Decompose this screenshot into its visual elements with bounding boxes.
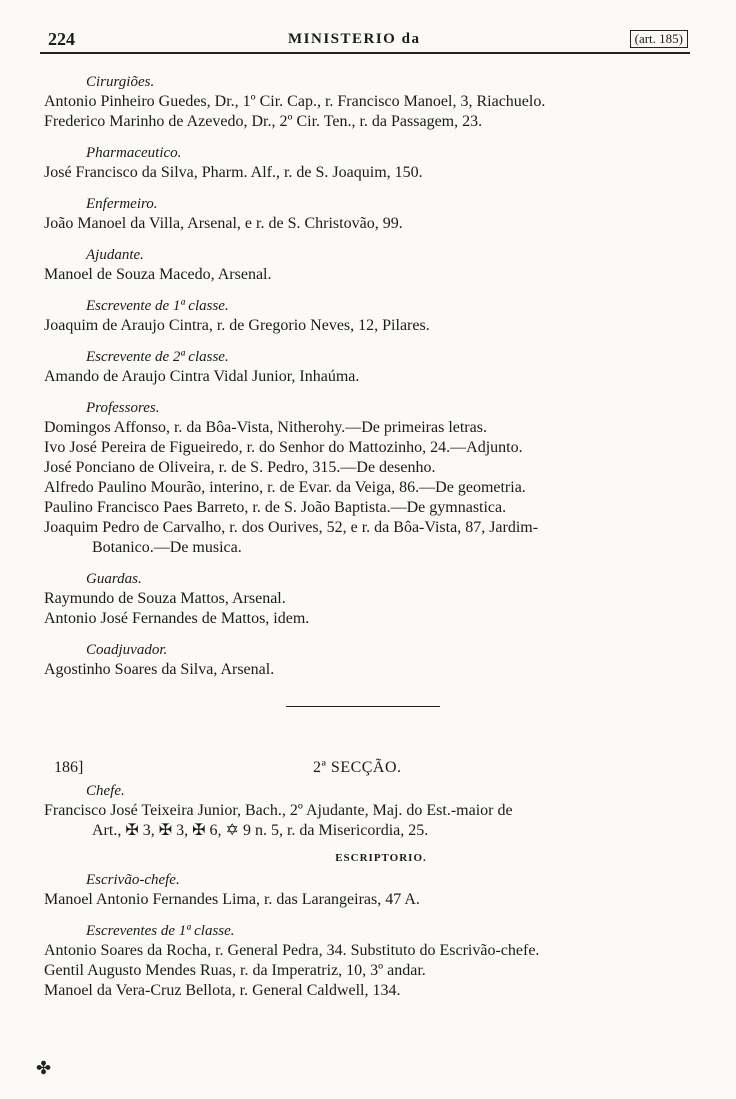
entry-line: Francisco José Teixeira Junior, Bach., 2º Ajudante, Maj. do Est.-maior de (44, 802, 513, 819)
entry-line: Raymundo de Souza Mattos, Arsenal. (44, 590, 286, 607)
running-title: MINISTERIO da (288, 31, 421, 47)
section-heading: Coadjuvador. (86, 642, 168, 658)
entry-line: Antonio José Fernandes de Mattos, idem. (44, 610, 310, 627)
section-coadjuvador (26, 640, 696, 680)
entry-line: Alfredo Paulino Mourão, interino, r. de Evar. da Veiga, 86.—De geometria. (44, 479, 526, 496)
section-heading: Guardas. (86, 571, 142, 587)
section-escrevente-2 (26, 347, 696, 387)
section-escrevente-1 (26, 296, 696, 336)
section-ajudante (26, 245, 696, 285)
article-number: 186] (54, 759, 84, 776)
section-guardas (26, 569, 696, 629)
entry-line: Domingos Affonso, r. da Bôa-Vista, Nitherohy.—De primeiras letras. (44, 419, 487, 436)
section-heading: Professores. (86, 400, 160, 416)
entry-line: Manoel Antonio Fernandes Lima, r. das Larangeiras, 47 A. (44, 891, 420, 908)
office-heading: ESCRIPTORIO. (335, 852, 427, 864)
entry-line: José Ponciano de Oliveira, r. de S. Pedro, 315.—De desenho. (44, 459, 436, 476)
entry-line: Ivo José Pereira de Figueiredo, r. do Senhor do Mattozinho, 24.—Adjunto. (44, 439, 523, 456)
entry-line: Gentil Augusto Mendes Ruas, r. da Imperatriz, 10, 3º andar. (44, 962, 426, 979)
entry-line: Manoel da Vera-Cruz Bellota, r. General Caldwell, 134. (44, 982, 401, 999)
section-cirurgioes (26, 72, 696, 132)
page-number: 224 (48, 29, 75, 49)
section-heading: Chefe. (86, 783, 125, 799)
entry-line: Agostinho Soares da Silva, Arsenal. (44, 661, 275, 678)
entry-line: Frederico Marinho de Azevedo, Dr., 2º Cir. Ten., r. da Passagem, 23. (44, 113, 483, 130)
section-heading: Pharmaceutico. (86, 145, 182, 161)
entry-line: Joaquim de Araujo Cintra, r. de Gregorio Neves, 12, Pilares. (44, 317, 430, 334)
section-pharmaceutico (26, 143, 696, 183)
entry-line-continuation: Botanico.—De musica. (92, 539, 242, 556)
section-heading: Enfermeiro. (86, 196, 158, 212)
section-heading: Escrivão-chefe. (86, 872, 180, 888)
article-reference: (art. 185) (630, 30, 688, 48)
page-header (40, 26, 690, 54)
section-chefe (26, 781, 696, 841)
section-heading: Cirurgiões. (86, 74, 155, 90)
section-heading: Ajudante. (86, 247, 144, 263)
entry-line: João Manoel da Villa, Arsenal, e r. de S. Christovão, 99. (44, 215, 403, 232)
entry-line: Manoel de Souza Macedo, Arsenal. (44, 266, 272, 283)
entry-line: Amando de Araujo Cintra Vidal Junior, Inhaúma. (44, 368, 360, 385)
section-professores (26, 398, 696, 558)
section-heading: Escrevente de 1ª classe. (86, 298, 229, 314)
section-escrivao-chefe (26, 870, 696, 910)
section-escreventes (26, 921, 696, 1001)
entry-line: Antonio Soares da Rocha, r. General Pedra, 34. Substituto do Escrivão-chefe. (44, 942, 540, 959)
entry-line-continuation: Art., ✠ 3, ✠ 3, ✠ 6, ✡ 9 n. 5, r. da Misericordia, 25. (92, 822, 429, 839)
entry-line: Joaquim Pedro de Carvalho, r. dos Ourives, 52, e r. da Bôa-Vista, 87, Jardim- (44, 519, 539, 536)
entry-line: Paulino Francisco Paes Barreto, r. de S. João Baptista.—De gymnastica. (44, 499, 507, 516)
section-heading: Escrevente de 2ª classe. (86, 349, 229, 365)
entry-line: José Francisco da Silva, Pharm. Alf., r. de S. Joaquim, 150. (44, 164, 423, 181)
entry-line: Antonio Pinheiro Guedes, Dr., 1º Cir. Cap., r. Francisco Manoel, 3, Riachuelo. (44, 93, 546, 110)
section-enfermeiro (26, 194, 696, 234)
printer-ornament-icon: ✤ (36, 1058, 52, 1078)
section-heading-row (26, 759, 696, 781)
page-content (26, 72, 696, 1012)
section-divider (286, 706, 440, 707)
section-title: 2ª SECÇÃO. (313, 759, 402, 776)
section-heading: Escreventes de 1ª classe. (86, 923, 235, 939)
